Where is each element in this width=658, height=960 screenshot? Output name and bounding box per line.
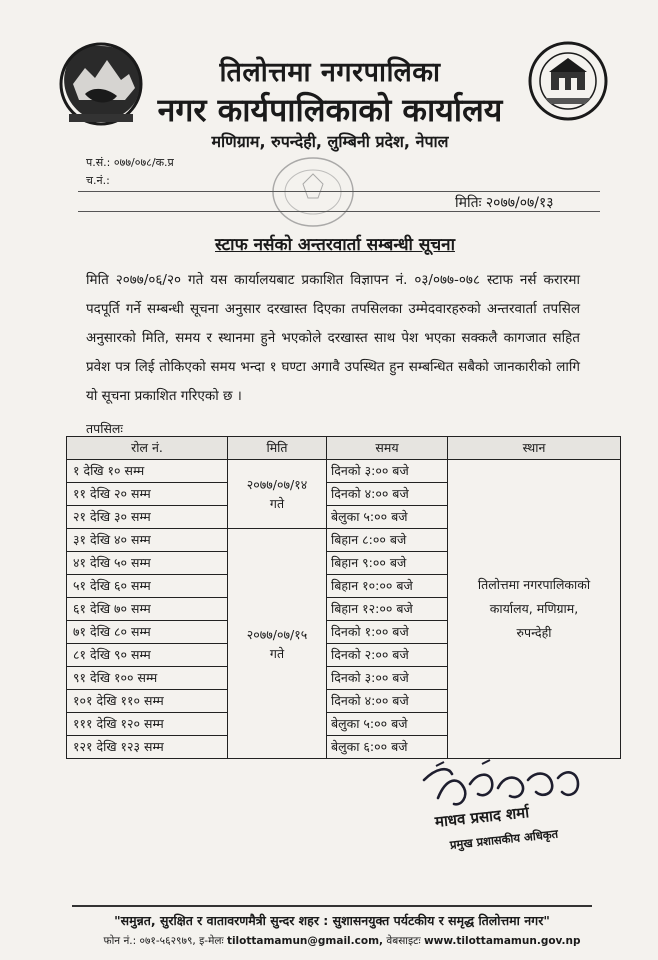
reference-number: प.सं.: ०७७/०७८/क.प्र	[86, 156, 174, 169]
table-caption: तपसिलः	[86, 421, 123, 436]
header-divider-bottom	[78, 211, 600, 212]
signatory-title: प्रमुख प्रशासकीय अधिकृत	[449, 826, 559, 852]
date-value: २०७७/०७/१४	[246, 477, 308, 492]
roll-range: ८१ देखि ९० सम्म	[67, 644, 228, 667]
header-roll: रोल नं.	[67, 437, 228, 460]
header-place: स्थान	[448, 437, 621, 460]
roll-range: २१ देखि ३० सम्म	[67, 506, 228, 529]
roll-range: ३१ देखि ४० सम्म	[67, 529, 228, 552]
footer-email-label: इ-मेलः	[199, 935, 224, 947]
roll-range: ५१ देखि ६० सम्म	[67, 575, 228, 598]
interview-place	[448, 460, 621, 759]
footer-web-label: वेबसाइटः	[386, 935, 421, 947]
municipality-logo	[527, 38, 609, 124]
interview-schedule-table	[66, 436, 621, 759]
date-suffix: गते	[269, 496, 285, 511]
interview-time: बिहान ८:०० बजे	[327, 529, 448, 552]
roll-range: १ देखि १० सम्म	[67, 460, 228, 483]
dispatch-number: च.नं.:	[86, 174, 110, 187]
date-suffix: गते	[269, 645, 285, 661]
header-divider-top	[78, 191, 600, 192]
office-address: मणिग्राम, रुपन्देही, लुम्बिनी प्रदेश, नेपाल	[211, 132, 449, 151]
header-date: मिति	[228, 437, 327, 460]
table-row	[67, 460, 621, 483]
date-value: २०७७/०७/१५	[246, 626, 308, 642]
footer-divider	[72, 905, 592, 907]
interview-time: बेलुका ५:०० बजे	[327, 506, 448, 529]
roll-range: ११ देखि २० सम्म	[67, 483, 228, 506]
roll-range: ७१ देखि ८० सम्म	[67, 621, 228, 644]
interview-time: दिनको ३:०० बजे	[327, 460, 448, 483]
interview-time: दिनको २:०० बजे	[327, 644, 448, 667]
footer-contact	[72, 934, 612, 948]
roll-range: ४१ देखि ५० सम्म	[67, 552, 228, 575]
footer-phone: फोन नं.: ०७१-५६२९७९,	[103, 935, 196, 947]
footer-email[interactable]: tilottamamun@gmail.com,	[226, 935, 384, 947]
interview-date-2	[228, 529, 327, 759]
place-line: रुपन्देही	[516, 625, 552, 640]
notice-date: मितिः २०७७/०७/१३	[455, 195, 554, 211]
interview-time: दिनको ४:०० बजे	[327, 483, 448, 506]
notice-body: मिति २०७७/०६/२० गते यस कार्यालयबाट प्रकाशित विज्ञापन नं. ०३/०७७-०७८ स्टाफ नर्स करारमा पदपूर्ति गर्ने सम्बन्धी सूचना अनुसार दरखास्त दिएका तपसिलका उम्मेदवारहरुको अन्तरवार्ता तपसिल अनुसारको मिति, समय र स्थानमा हुने भएकोले दरखास्त साथ पेश भएका सक्कलै कागजात सहित प्रवेश पत्र लिई तोकिएको समय भन्दा १ घण्टा अगावै उपस्थित हुन सम्बन्धित सबैको जानकारीको लागि यो सूचना प्रकाशित गरिएको छ ।	[86, 272, 580, 404]
interview-time: बेलुका ५:०० बजे	[327, 713, 448, 736]
interview-date-1	[228, 460, 327, 529]
interview-time: बिहान १२:०० बजे	[327, 598, 448, 621]
place-line: कार्यालय, मणिग्राम,	[489, 601, 579, 616]
footer-motto: "समुन्नत, सुरक्षित र वातावरणमैत्री सुन्दर शहर : सुशासनयुक्त पर्यटकीय र समृद्ध तिलोत्तमा नगर"	[114, 913, 550, 928]
signatory-name: माधव प्रसाद शर्मा	[434, 803, 530, 831]
office-name: नगर कार्यपालिकाको कार्यालय	[157, 91, 503, 129]
roll-range: ६१ देखि ७० सम्म	[67, 598, 228, 621]
interview-time: बिहान १०:०० बजे	[327, 575, 448, 598]
interview-time: बेलुका ६:०० बजे	[327, 736, 448, 759]
municipality-name: तिलोत्तमा नगरपालिका	[219, 57, 441, 88]
place-line: तिलोत्तमा नगरपालिकाको	[477, 577, 591, 592]
interview-time: दिनको ४:०० बजे	[327, 690, 448, 713]
table-header-row	[67, 437, 621, 460]
roll-range: १२१ देखि १२३ सम्म	[67, 736, 228, 759]
interview-time: दिनको ३:०० बजे	[327, 667, 448, 690]
interview-time: बिहान ९:०० बजे	[327, 552, 448, 575]
roll-range: १०१ देखि ११० सम्म	[67, 690, 228, 713]
roll-range: ९१ देखि १०० सम्म	[67, 667, 228, 690]
office-stamp	[268, 152, 358, 232]
roll-range: १११ देखि १२० सम्म	[67, 713, 228, 736]
interview-time: दिनको १:०० बजे	[327, 621, 448, 644]
header-time: समय	[327, 437, 448, 460]
notice-title: स्टाफ नर्सको अन्तरवार्ता सम्बन्धी सूचना	[215, 235, 455, 255]
footer-website[interactable]: www.tilottamamun.gov.np	[423, 935, 581, 947]
